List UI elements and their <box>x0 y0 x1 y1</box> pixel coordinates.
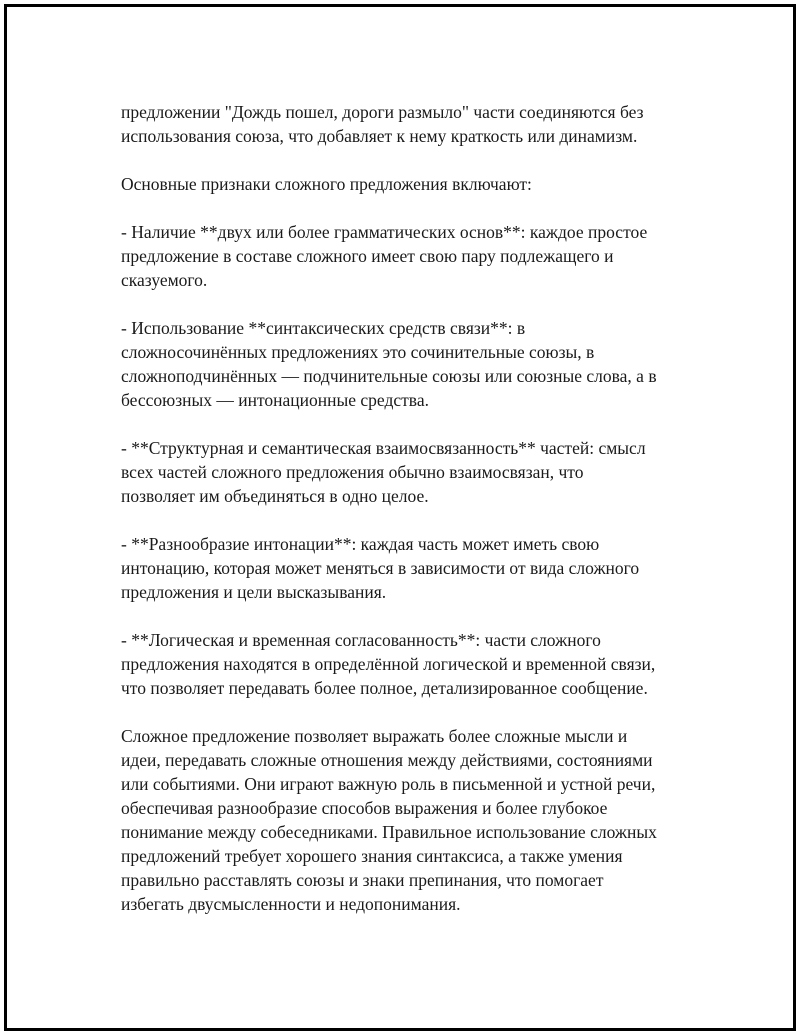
list-item-logical-temporal <box>121 628 701 700</box>
page-frame <box>4 4 796 1031</box>
text-line: или событиями. Они играют важную роль в письменной и устной речи, <box>121 774 656 794</box>
text-line: избегать двусмысленности и недопонимания. <box>121 894 461 914</box>
text-line: сложносочинённых предложениях это сочинительные союзы, в <box>121 342 595 362</box>
text-line: сказуемого. <box>121 270 208 290</box>
text-line: всех частей сложного предложения обычно взаимосвязан, что <box>121 462 584 482</box>
text-line: предложение в составе сложного имеет свою пару подлежащего и <box>121 246 614 266</box>
list-item-grammatical-bases <box>121 220 701 292</box>
text-line: сложноподчинённых — подчинительные союзы или союзные слова, а в <box>121 366 657 386</box>
list-item-structural-semantic <box>121 436 701 508</box>
paragraph-1 <box>121 100 701 148</box>
text-line: идеи, передавать сложные отношения между действиями, состояниями <box>121 750 653 770</box>
text-line: обеспечивая разнообразие способов выражения и более глубокое <box>121 798 608 818</box>
text-line: - **Логическая и временная согласованность**: части сложного <box>121 630 601 650</box>
text-line: понимание между собеседниками. Правильное использование сложных <box>121 822 657 842</box>
text-line: предложении "Дождь пошел, дороги размыло" части соединяются без <box>121 102 644 122</box>
text-line: - Использование **синтаксических средств связи**: в <box>121 318 526 338</box>
list-item-intonation <box>121 532 701 604</box>
text-line: использования союза, что добавляет к нему краткость или динамизм. <box>121 126 638 146</box>
text-line: Основные признаки сложного предложения включают: <box>121 174 532 194</box>
text-line: предложения и цели высказывания. <box>121 582 387 602</box>
text-line: - **Структурная и семантическая взаимосвязанность** частей: смысл <box>121 438 646 458</box>
list-item-syntactic-means <box>121 316 701 412</box>
text-line: позволяет им объединяться в одно целое. <box>121 486 429 506</box>
paragraph-2 <box>121 172 701 196</box>
text-line: что позволяет передавать более полное, детализированное сообщение. <box>121 678 648 698</box>
text-line: предложений требует хорошего знания синтаксиса, а также умения <box>121 846 623 866</box>
text-line: бессоюзных — интонационные средства. <box>121 390 429 410</box>
text-line: правильно расставлять союзы и знаки препинания, что помогает <box>121 870 604 890</box>
text-line: предложения находятся в определённой логической и временной связи, <box>121 654 656 674</box>
paragraph-conclusion <box>121 724 701 916</box>
text-line: - Наличие **двух или более грамматических основ**: каждое простое <box>121 222 648 242</box>
text-line: - **Разнообразие интонации**: каждая часть может иметь свою <box>121 534 600 554</box>
text-line: Сложное предложение позволяет выражать более сложные мысли и <box>121 726 628 746</box>
text-line: интонацию, которая может меняться в зависимости от вида сложного <box>121 558 640 578</box>
document-body <box>121 100 701 940</box>
